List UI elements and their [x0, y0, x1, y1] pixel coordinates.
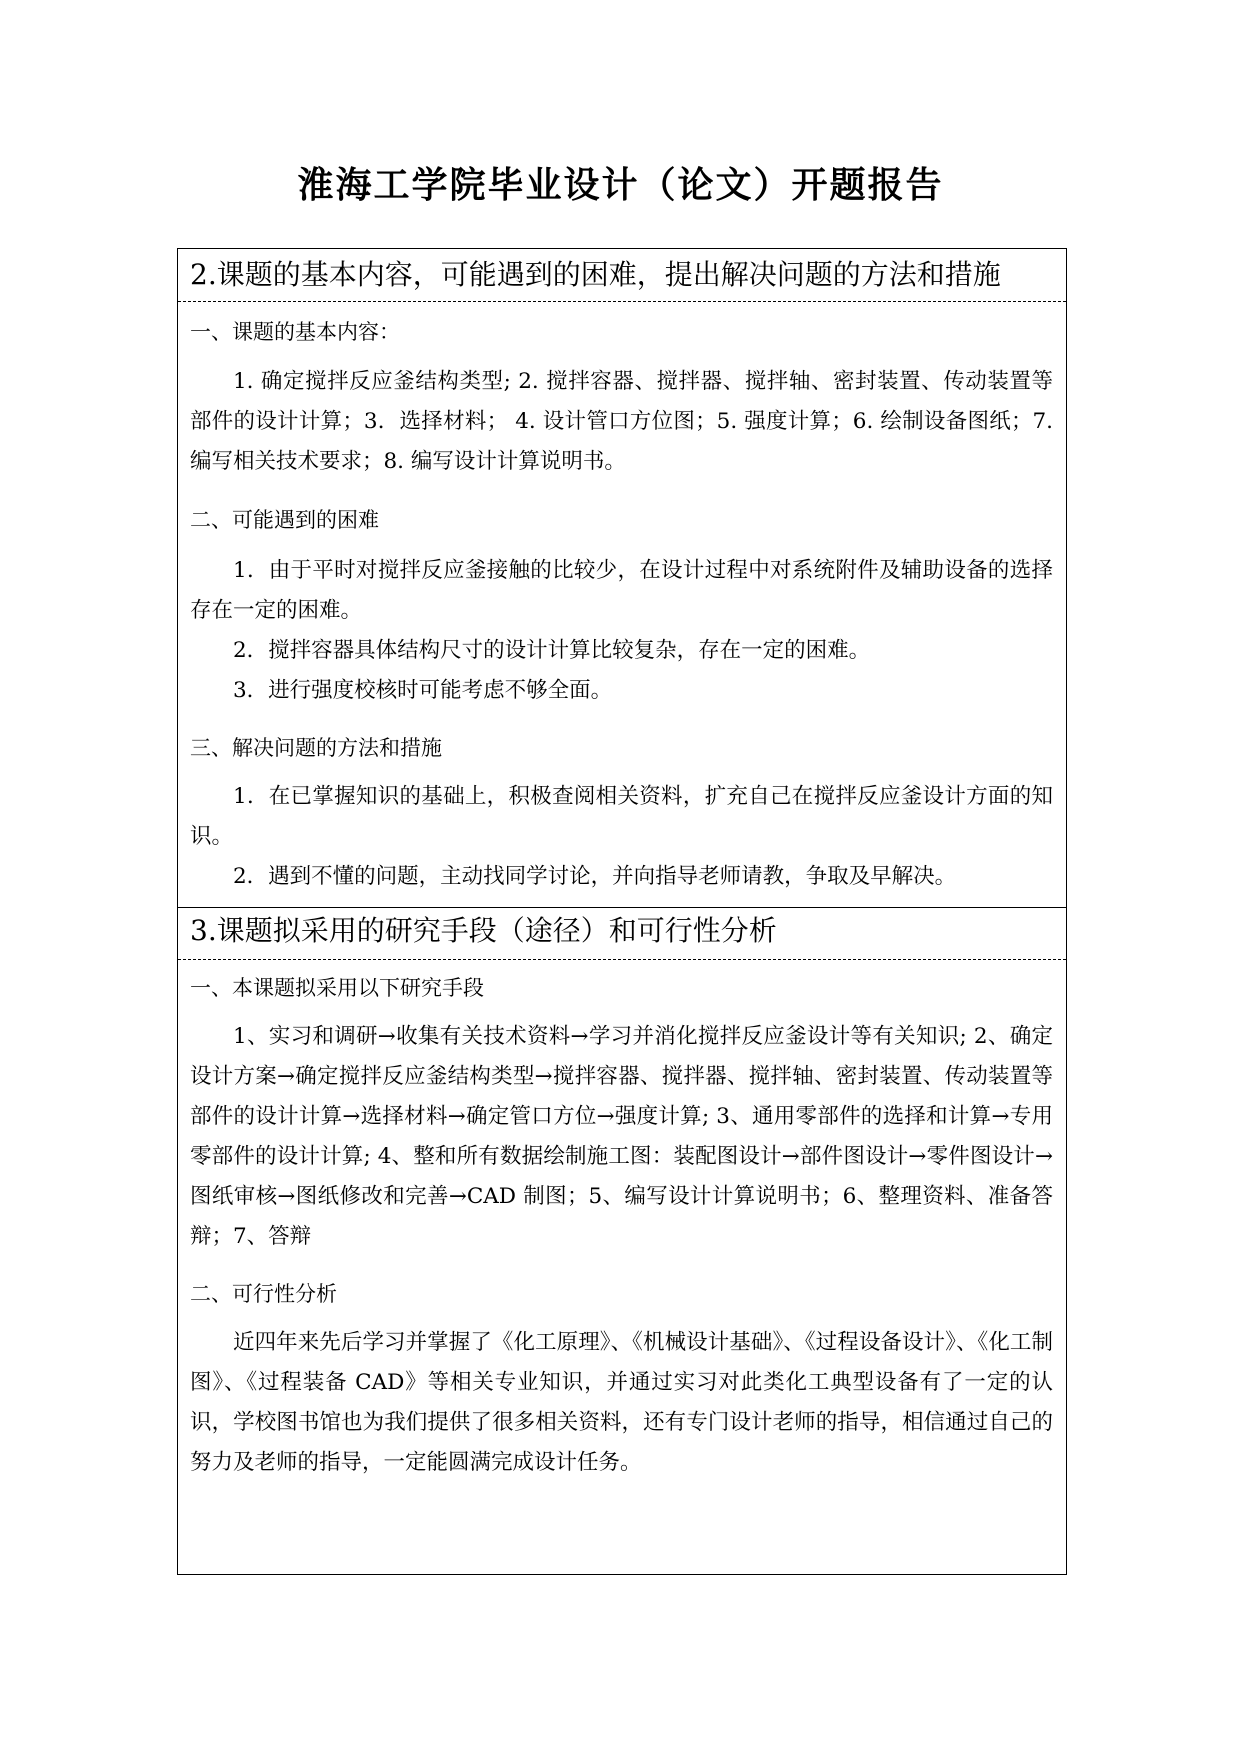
section3-heading: 3.课题拟采用的研究手段（途径）和可行性分析 [190, 914, 777, 947]
section3-part1-paragraph: 1、实习和调研→收集有关技术资料→学习并消化搅拌反应釜设计等有关知识; 2、确定设计方案→确定搅拌反应釜结构类型→搅拌容器、搅拌器、搅拌轴、密封装置、传动装置等部件的设计计算→选择材料→确定管口方位→强度计算; 3、通用零部件的选择和计算→专用零部件的设计计算; 4、整和所有数据绘制施工图：装配图设计→部件图设计→零件图设计→图纸审核→图纸修改和完善→CAD 制图；5、编写设计计算说明书；6、整理资料、准备答辩；7、答辩 [190, 1024, 1053, 1249]
section2-part3-paragraph-2: 2．遇到不懂的问题，主动找同学讨论，并向指导老师请教，争取及早解决。 [233, 864, 957, 889]
section-divider [178, 907, 1066, 908]
section2-part1-paragraph: 1. 确定搅拌反应釜结构类型; 2. 搅拌容器、搅拌器、搅拌轴、密封装置、传动装置等部件的设计计算；3．选择材料； 4. 设计管口方位图；5. 强度计算；6. 绘制设备图纸；7. 编写相关技术要求；8. 编写设计计算说明书。 [190, 369, 1053, 474]
section2-part3-paragraph-1: 1．在已掌握知识的基础上，积极查阅相关资料，扩充自己在搅拌反应釜设计方面的知识。 [190, 784, 1053, 849]
section2-part1-title: 一、课题的基本内容： [190, 320, 400, 344]
section2-part3-title: 三、解决问题的方法和措施 [190, 736, 442, 760]
section2-part2-title: 二、可能遇到的困难 [190, 508, 379, 532]
section3-part2-paragraph: 近四年来先后学习并掌握了《化工原理》、《机械设计基础》、《过程设备设计》、《化工制图》、《过程装备 CAD》等相关专业知识，并通过实习对此类化工典型设备有了一定的认识，学校图书馆也为我们提供了很多相关资料，还有专门设计老师的指导，相信通过自己的努力及老师的指导，一定能圆满完成设计任务。 [190, 1330, 1053, 1475]
section3-part1-title: 一、本课题拟采用以下研究手段 [190, 976, 484, 1000]
section2-part2-paragraph-1: 1．由于平时对搅拌反应釜接触的比较少，在设计过程中对系统附件及辅助设备的选择存在一定的困难。 [190, 558, 1053, 623]
section3-part2-title: 二、可行性分析 [190, 1282, 337, 1306]
page-title: 淮海工学院毕业设计（论文）开题报告 [297, 165, 944, 206]
section2-dashed-divider [178, 301, 1066, 302]
section2-part2-paragraph-3: 3．进行强度校核时可能考虑不够全面。 [233, 678, 613, 703]
report-table [177, 248, 1067, 1575]
section3-dashed-divider [178, 959, 1066, 960]
section2-part2-paragraph-2: 2．搅拌容器具体结构尺寸的设计计算比较复杂，存在一定的困难。 [233, 638, 871, 663]
section2-heading: 2.课题的基本内容，可能遇到的困难，提出解决问题的方法和措施 [190, 258, 1001, 291]
